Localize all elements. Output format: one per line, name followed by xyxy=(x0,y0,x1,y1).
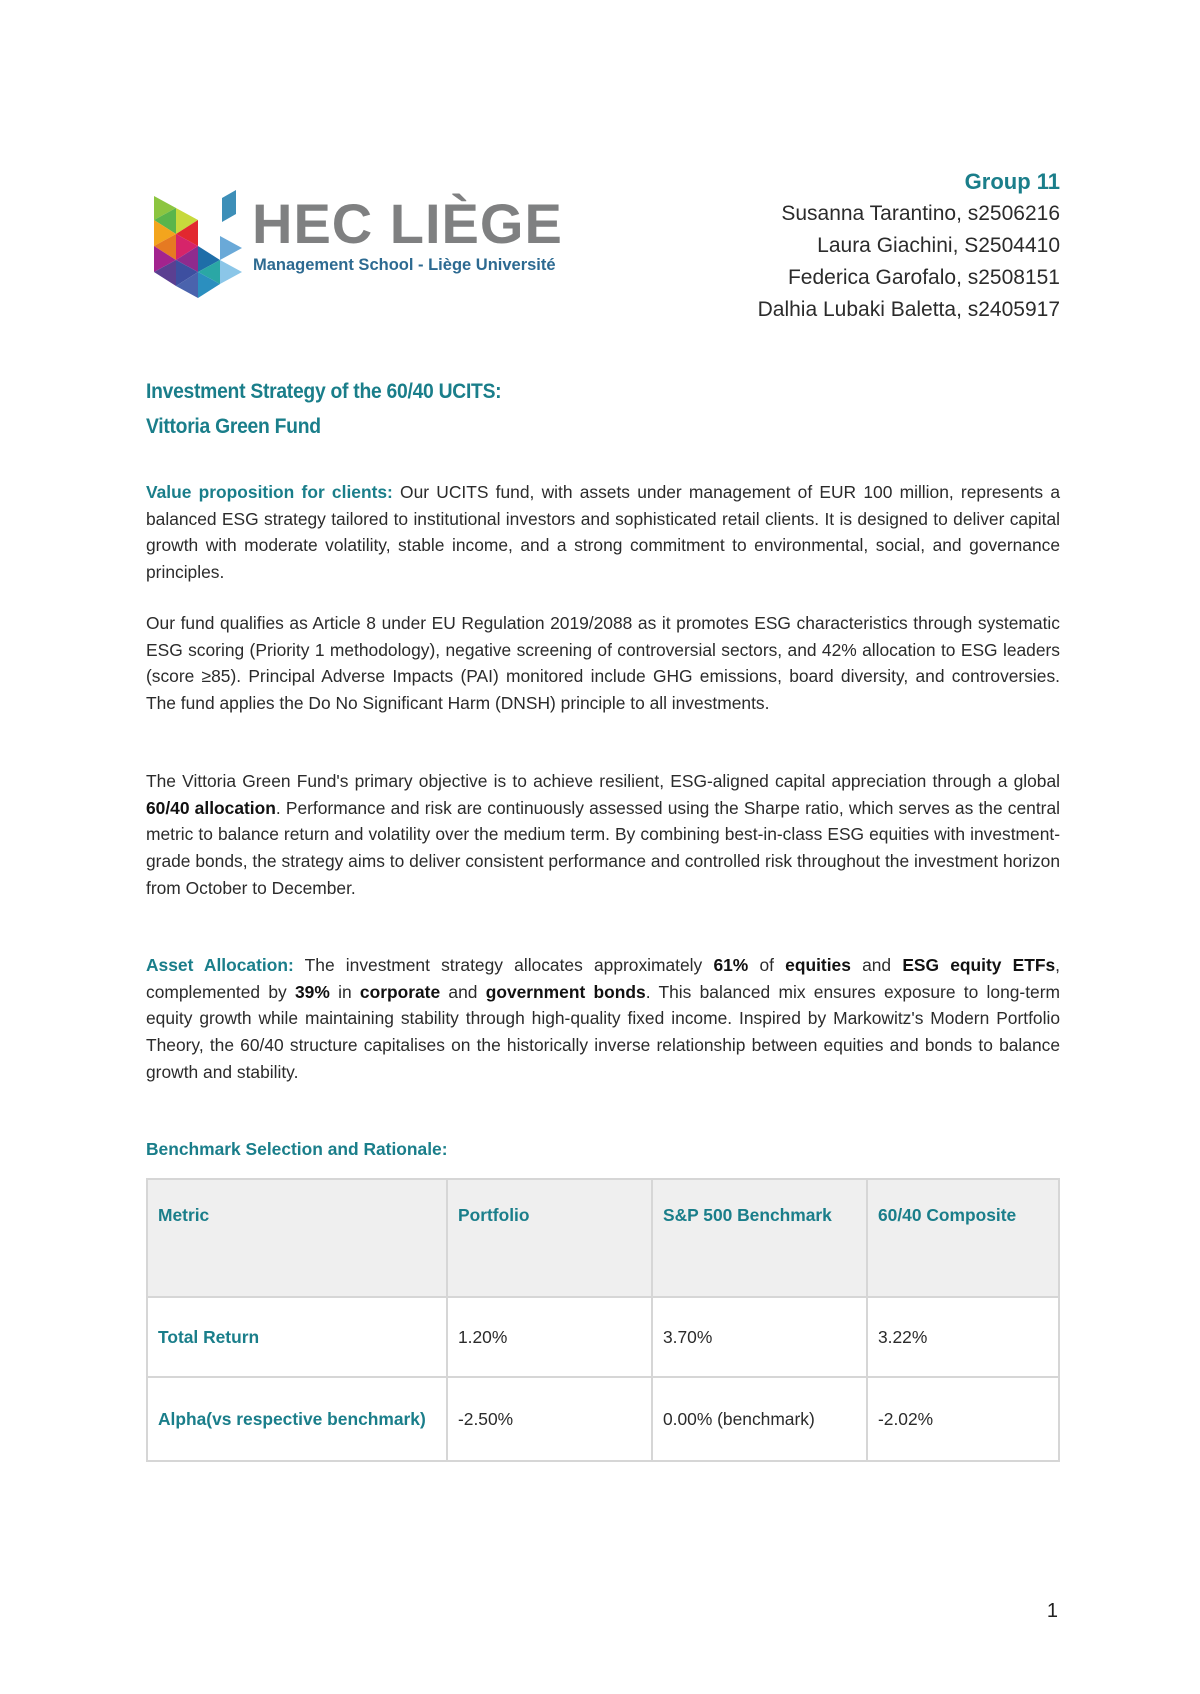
table-cell: -2.02% xyxy=(867,1377,1059,1461)
row-header: Total Return xyxy=(147,1297,447,1377)
alloc-text: in xyxy=(329,981,360,1002)
alloc-text: of xyxy=(748,955,786,975)
benchmark-heading: Benchmark Selection and Rationale: xyxy=(146,1139,448,1159)
table-header-row xyxy=(147,1179,1059,1297)
alloc-text: and xyxy=(440,981,486,1002)
group-member: Dalhia Lubaki Baletta, s2405917 xyxy=(757,298,1060,321)
group-member: Laura Giachini, S2504410 xyxy=(817,234,1060,257)
asset-allocation-label: Asset Allocation: xyxy=(146,955,294,975)
column-header: Metric xyxy=(147,1179,447,1297)
alloc-text: , complemented by xyxy=(146,955,1061,1002)
alloc-text: and xyxy=(850,955,903,975)
objective-text-a: The Vittoria Green Fund's primary objective is to achieve resilient, ESG-aligned capital appreciation through a global xyxy=(146,771,1060,791)
benchmark-table xyxy=(146,1178,1060,1462)
table-cell: 3.22% xyxy=(867,1297,1059,1377)
column-header: S&P 500 Benchmark xyxy=(652,1179,867,1297)
alloc-bold: corporate xyxy=(359,981,441,1002)
group-title: Group 11 xyxy=(964,169,1060,194)
table-row xyxy=(147,1377,1059,1461)
document-title-line-1: Investment Strategy of the 60/40 UCITS: xyxy=(146,380,502,403)
page-number: 1 xyxy=(1046,1600,1058,1622)
row-header: Alpha(vs respective benchmark) xyxy=(147,1377,447,1461)
column-header: 60/40 Composite xyxy=(867,1179,1059,1297)
objective-text-b: . Performance and risk are continuously assessed using the Sharpe ratio, which serves as the central metric to balance return and volatility over the medium term. By combining best-in-class ESG equities with investment-grade bonds, the strategy aims to deliver consistent performance and controlled risk throughout the investment horizon from October to December. xyxy=(146,797,1060,898)
table-cell: 3.70% xyxy=(652,1297,867,1377)
alloc-text: . This balanced mix ensures exposure to long-term equity growth while maintaining stability through high-quality fixed income. Inspired by Markowitz's Modern Portfolio Theory, the 60/40 structure capitalises on the historically inverse relationship between equities and bonds to balance growth and stability. xyxy=(146,981,1060,1082)
group-info xyxy=(560,166,1060,326)
logo-wordmark: HEC LIÈGE xyxy=(252,192,563,255)
objective-paragraph xyxy=(146,768,1060,902)
group-member: Susanna Tarantino, s2506216 xyxy=(781,202,1060,225)
table-cell: 0.00% (benchmark) xyxy=(652,1377,867,1461)
logo-subtitle: Management School - Liège Université xyxy=(253,256,556,274)
table-cell: 1.20% xyxy=(447,1297,652,1377)
logo-emblem-icon xyxy=(152,190,252,310)
value-proposition-paragraph xyxy=(146,479,1060,586)
objective-bold: 60/40 allocation xyxy=(146,797,276,818)
alloc-bold: 39% xyxy=(295,981,330,1002)
hec-liege-logo xyxy=(152,190,563,310)
article-8-paragraph: Our fund qualifies as Article 8 under EU Regulation 2019/2088 as it promotes ESG characteristics through systematic ESG scoring (Priority 1 methodology), negative screening of controversial sectors, and 42% allocation to ESG leaders (score ≥85). Principal Adverse Impacts (PAI) monitored include GHG emissions, board diversity, and controversies. The fund applies the Do No Significant Harm (DNSH) principle to all investments. xyxy=(146,613,1060,714)
alloc-bold: 61% xyxy=(713,955,749,975)
alloc-bold: equities xyxy=(785,955,851,975)
value-proposition-text: Our UCITS fund, with assets under management of EUR 100 million, represents a balanced ESG strategy tailored to institutional investors and sophisticated retail clients. It is designed to deliver capital growth with moderate volatility, stable income, and a strong commitment to environmental, social, and governance principles. xyxy=(146,482,1060,583)
alloc-bold: government bonds xyxy=(485,981,646,1002)
column-header: Portfolio xyxy=(447,1179,652,1297)
alloc-text: The investment strategy allocates approximately xyxy=(293,955,714,975)
value-proposition-label: Value proposition for clients: xyxy=(146,482,393,502)
table-cell: -2.50% xyxy=(447,1377,652,1461)
group-member: Federica Garofalo, s2508151 xyxy=(787,266,1060,289)
document-title-line-2: Vittoria Green Fund xyxy=(146,415,321,438)
asset-allocation-paragraph xyxy=(146,952,1060,1086)
table-row xyxy=(147,1297,1059,1377)
alloc-bold: ESG equity ETFs xyxy=(902,955,1056,975)
